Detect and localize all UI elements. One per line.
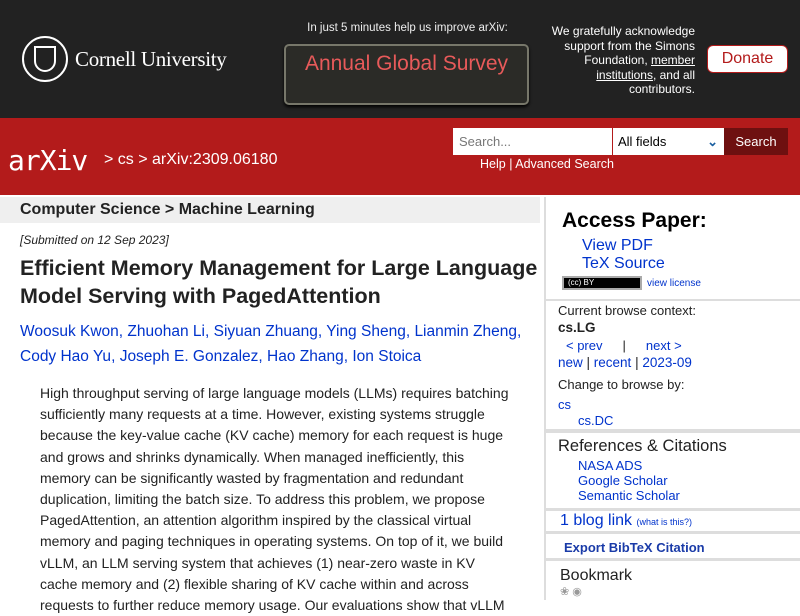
browse-dc-link[interactable]: cs.DC <box>578 413 614 428</box>
author-list: Woosuk Kwon, Zhuohan Li, Siyuan Zhuang, Ying Sheng, Lianmin Zheng, Cody Hao Yu, Joseph E. Gonzalez, Hao Zhang, Ion Stoica <box>20 323 522 365</box>
search-button[interactable]: Search <box>724 128 788 155</box>
bibsonomy-icon[interactable]: ❀ <box>560 586 570 598</box>
access-paper-title: Access Paper: <box>562 209 707 232</box>
survey-button[interactable]: Annual Global Survey <box>284 44 529 105</box>
ack-text: We gratefully acknowledge support from the Simons Foundation, <box>551 24 695 67</box>
context-label: Current browse context: <box>558 303 697 318</box>
what-is-this-link[interactable]: (what is this?) <box>636 517 693 527</box>
bibtex-box <box>546 534 800 558</box>
browse-context-box: Current browse context: cs.LG < prev | next > new | recent | 2023-09 Change to browse by: cs cs.DC <box>546 301 800 429</box>
author-link[interactable]: Hao Zhang <box>267 347 344 365</box>
help-link[interactable]: Help <box>480 157 506 171</box>
recent-link[interactable]: recent <box>593 354 632 370</box>
breadcrumb-id: arXiv:2309.06180 <box>152 151 278 168</box>
browse-cs-link[interactable]: cs <box>558 396 571 412</box>
author-link[interactable]: Ion Stoica <box>352 347 422 365</box>
google-scholar-link[interactable]: Google Scholar <box>578 473 668 488</box>
chevron-down-icon: ⌄ <box>707 134 718 149</box>
cornell-name: Cornell University <box>75 46 227 71</box>
view-license-link[interactable]: view license <box>647 277 701 289</box>
semantic-scholar-link[interactable]: Semantic Scholar <box>578 488 680 503</box>
author-link[interactable]: Lianmin Zheng <box>414 323 517 340</box>
field-select-value: All fields <box>618 134 667 149</box>
author-link[interactable]: Ying Sheng <box>326 323 406 340</box>
abstract: High throughput serving of large language models (LLMs) requires batching sufficiently many requests at a time. However, existing systems struggle because the key-value cache (KV cache) memory for each request is huge and grows and shrinks dynamically. When managed inefficiently, this memory can be significantly wasted by fragmentation and redundant duplication, limiting the batch size. To address this problem, we propose PagedAttention, an attention algorithm inspired by the classical virtual memory and paging techniques in operating systems. On top of it, we build vLLM, an LLM serving system that achieves (1) near-zero waste in KV cache memory and (2) flexible sharing of KV cache within and across requests to further reduce memory usage. Our evaluations show that vLLM <box>40 385 509 614</box>
donate-button[interactable]: Donate <box>707 45 788 73</box>
breadcrumb <box>104 151 277 169</box>
author-link[interactable]: Joseph E. Gonzalez <box>119 347 259 365</box>
advanced-search-link[interactable]: Advanced Search <box>515 157 614 171</box>
member-institutions-link[interactable]: member institutions <box>596 53 695 82</box>
export-bibtex-link[interactable]: Export BibTeX Citation <box>564 540 705 555</box>
cornell-logo[interactable] <box>22 36 227 82</box>
author-link[interactable]: Zhuohan Li <box>127 323 205 340</box>
blog-link[interactable]: 1 blog link <box>560 512 633 529</box>
references-title: References & Citations <box>558 437 727 455</box>
cc-by-license-badge[interactable]: (cc) BY <box>562 276 642 290</box>
bookmark-box <box>546 561 800 600</box>
help-links <box>453 157 641 171</box>
separator: | <box>505 157 516 171</box>
ack-text-end: , and all contributors. <box>628 67 695 96</box>
author-link[interactable]: Woosuk Kwon <box>20 323 119 340</box>
top-banner <box>0 0 800 118</box>
author-link[interactable]: Cody Hao Yu <box>20 347 112 365</box>
references-box <box>546 433 800 508</box>
next-link[interactable]: next > <box>645 338 682 353</box>
context-value: cs.LG <box>558 319 596 335</box>
sidebar <box>544 197 800 600</box>
field-select[interactable] <box>613 128 724 155</box>
bookmark-icons[interactable] <box>560 585 800 598</box>
submission-date: [Submitted on 12 Sep 2023] <box>20 233 169 247</box>
acknowledgement <box>540 24 695 97</box>
page-title: Efficient Memory Management for Large Language Model Serving with PagedAttention <box>20 256 538 308</box>
change-label: Change to browse by: <box>558 377 685 392</box>
subject-header: Computer Science > Machine Learning <box>0 197 540 223</box>
prev-link[interactable]: < prev <box>566 338 603 353</box>
pipe: | <box>622 338 626 353</box>
survey-prompt: In just 5 minutes help us improve arXiv: <box>307 22 508 34</box>
author-link[interactable]: Siyuan Zhuang <box>213 323 318 340</box>
search-input[interactable]: Search... <box>453 128 612 155</box>
access-paper-box <box>546 197 800 299</box>
nasa-ads-link[interactable]: NASA ADS <box>578 458 643 473</box>
month-link[interactable]: 2023-09 <box>642 354 692 370</box>
cornell-seal-icon <box>22 36 68 82</box>
new-link[interactable]: new <box>558 354 583 370</box>
reddit-icon[interactable]: ◉ <box>572 586 582 598</box>
tex-source-link[interactable]: TeX Source <box>582 255 665 272</box>
view-pdf-link[interactable]: View PDF <box>582 237 653 254</box>
blog-box <box>546 511 800 531</box>
bookmark-title: Bookmark <box>560 567 633 584</box>
arxiv-nav-bar <box>0 118 800 195</box>
breadcrumb-cs[interactable]: > cs > <box>104 151 148 168</box>
arxiv-logo[interactable]: arXiv <box>8 144 88 177</box>
